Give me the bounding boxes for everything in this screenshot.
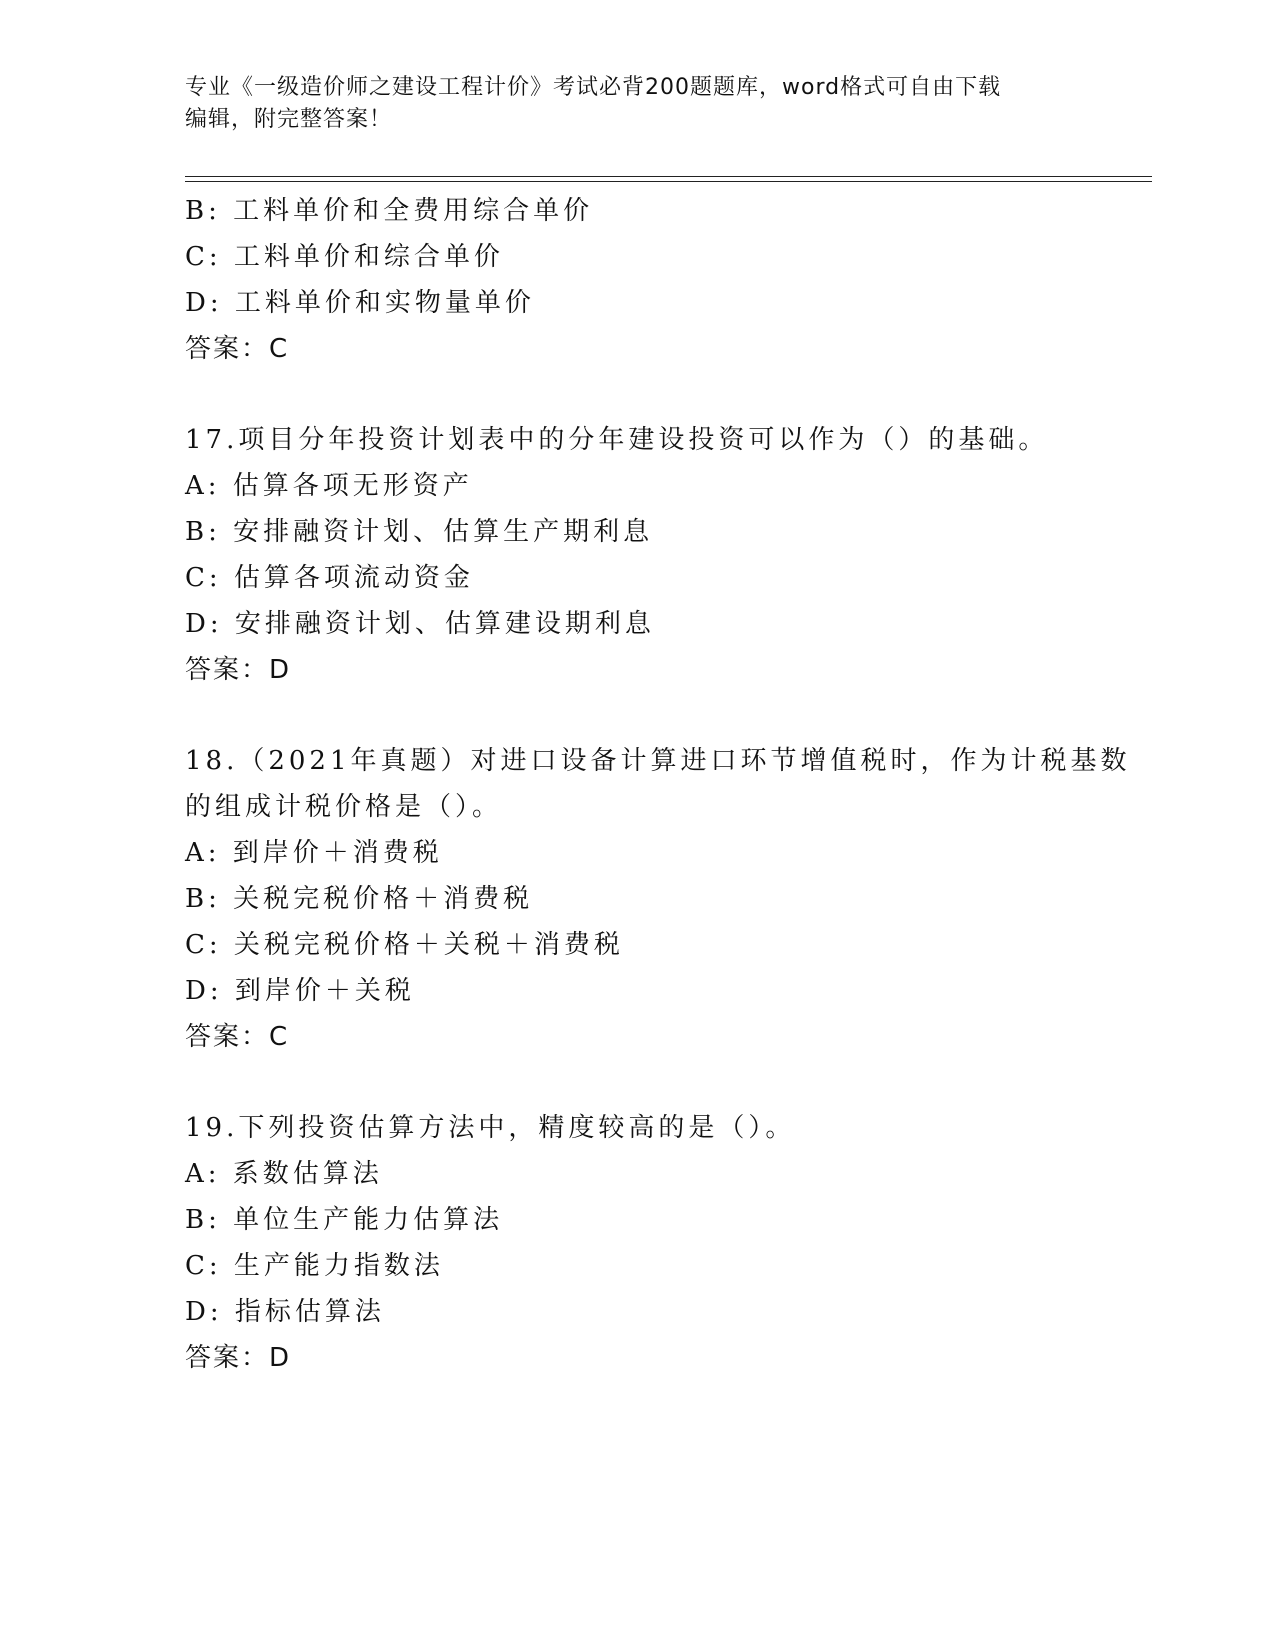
- answer-line: 答案：C: [185, 334, 290, 364]
- option-c: C: 生产能力指数法: [185, 1251, 444, 1281]
- answer-line: 答案：D: [185, 1343, 292, 1373]
- question-stem: 17.项目分年投资计划表中的分年建设投资可以作为（）的基础。: [185, 425, 1049, 455]
- option-b: B: 安排融资计划、估算生产期利息: [185, 517, 654, 547]
- option-c: C: 工料单价和综合单价: [185, 242, 504, 272]
- option-d: D: 到岸价＋关税: [185, 976, 415, 1006]
- option-d: D: 指标估算法: [185, 1297, 385, 1327]
- option-b: B: 工料单价和全费用综合单价: [185, 196, 594, 226]
- question-stem: 19.下列投资估算方法中，精度较高的是（）。: [185, 1113, 796, 1143]
- question-19: [185, 1105, 1145, 1381]
- option-c: C: 估算各项流动资金: [185, 563, 474, 593]
- header-divider-bottom: [185, 181, 1152, 182]
- option-a: A: 到岸价＋消费税: [185, 838, 443, 868]
- option-a: A: 系数估算法: [185, 1159, 383, 1189]
- option-b: B: 关税完税价格＋消费税: [185, 884, 534, 914]
- question-stem-continued: 的组成计税价格是（）。: [185, 792, 503, 822]
- document-header: [185, 72, 1085, 136]
- header-line-1: 专业《一级造价师之建设工程计价》考试必背200题题库，word格式可自由下载: [185, 75, 1002, 100]
- answer-line: 答案：D: [185, 655, 292, 685]
- option-b: B: 单位生产能力估算法: [185, 1205, 504, 1235]
- question-stem: 18.（2021年真题）对进口设备计算进口环节增值税时，作为计税基数: [185, 746, 1131, 776]
- question-list: [185, 188, 1145, 1381]
- question-16: [185, 188, 1145, 372]
- header-divider-top: [185, 176, 1152, 177]
- answer-line: 答案：C: [185, 1022, 290, 1052]
- option-d: D: 安排融资计划、估算建设期利息: [185, 609, 655, 639]
- option-a: A: 估算各项无形资产: [185, 471, 473, 501]
- question-18: [185, 738, 1145, 1060]
- header-line-2: 编辑，附完整答案！: [185, 107, 393, 132]
- option-d: D: 工料单价和实物量单价: [185, 288, 535, 318]
- option-c: C: 关税完税价格＋关税＋消费税: [185, 930, 624, 960]
- question-17: [185, 417, 1145, 693]
